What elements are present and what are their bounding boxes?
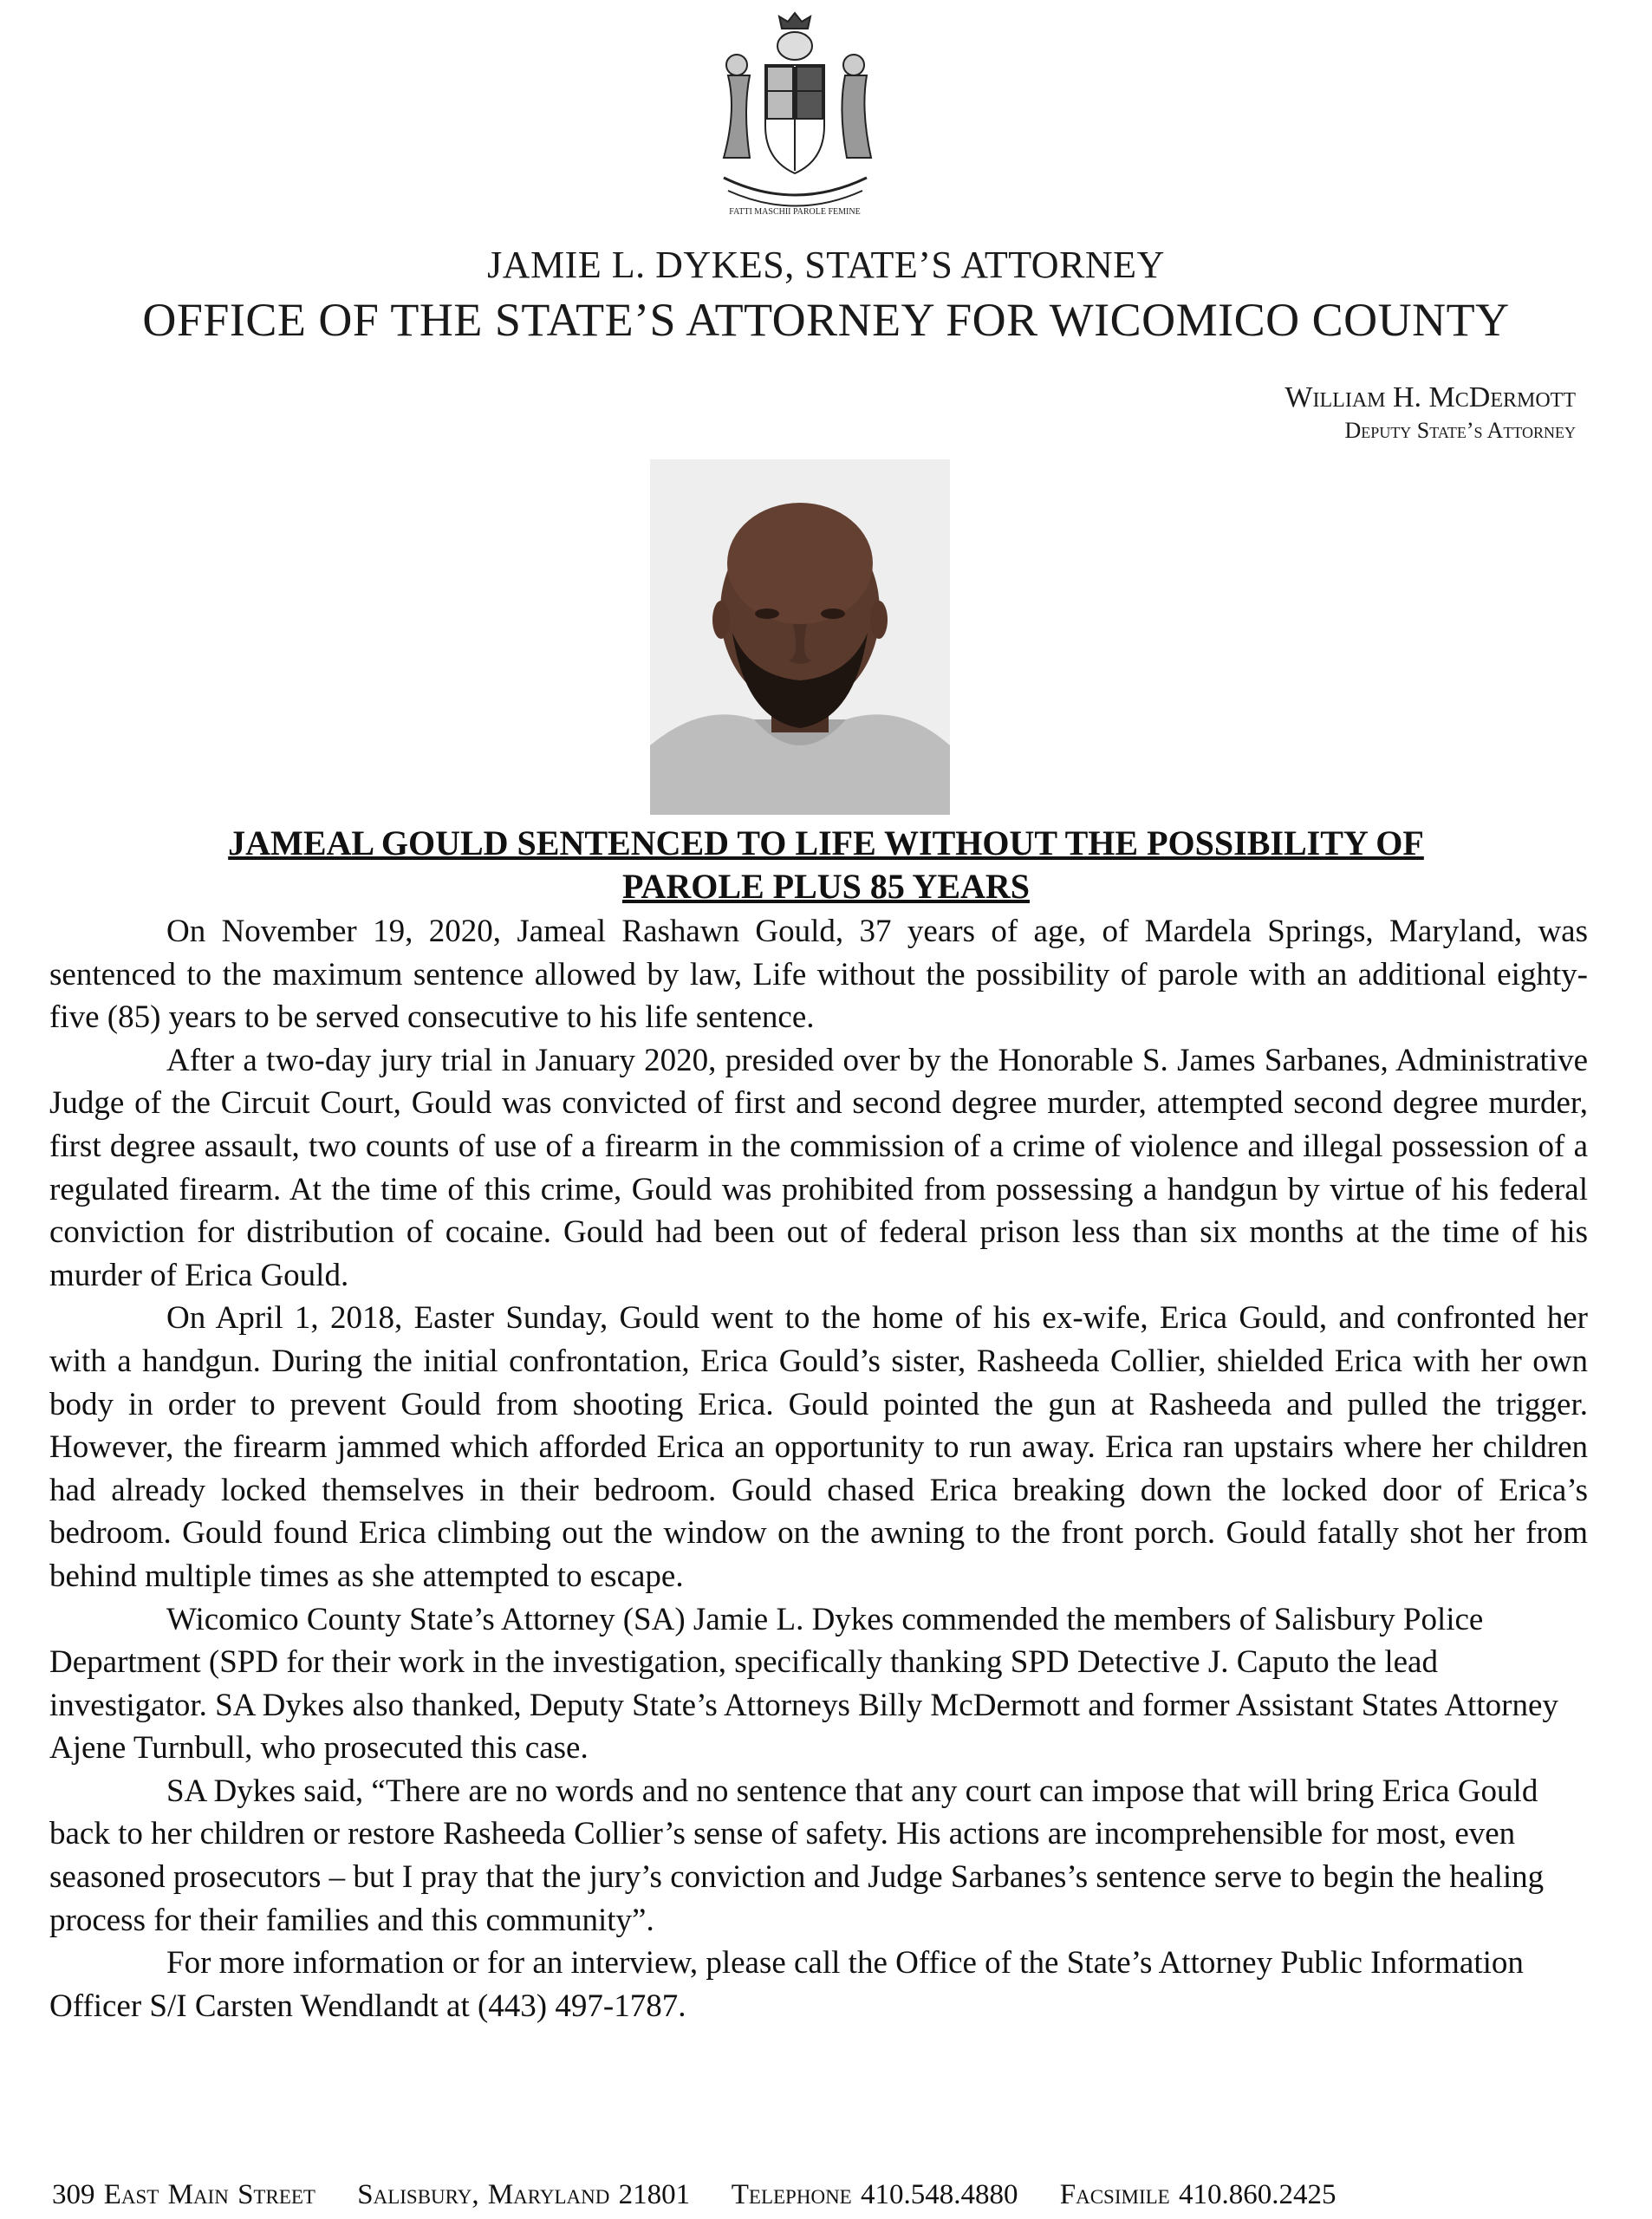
paragraph-1: On November 19, 2020, Jameal Rashawn Gould, 37 years of age, of Mardela Springs, Maryland, was sentenced to the maximum sentence allowed by law, Life without the possibility of parole with an additional eighty-five (85) years to be served consecutive to his life sentence. — [49, 914, 1588, 1036]
footer-city: Salisbury, Maryland 21801 — [357, 2179, 691, 2210]
footer-telephone: Telephone 410.548.4880 — [731, 2179, 1018, 2210]
paragraph-6: For more information or for an interview, please call the Office of the State’s Attorney Public Information Officer S/I Carsten Wendlandt at (443) 497-1787. — [49, 1945, 1524, 2024]
attorney-line: JAMIE L. DYKES, STATE’S ATTORNEY — [487, 244, 1165, 286]
paragraph-2: After a two-day jury trial in January 2020, presided over by the Honorable S. James Sarbanes, Administrative Judge of the Circuit Court, Gould was convicted of first and second degree murder, attempted second degree murder, first degree assault, two counts of use of a firearm in the commission of a crime of violence and illegal possession of a regulated firearm. At the time of this crime, Gould was prohibited from possessing a handgun by virtue of his federal conviction for distribution of cocaine. Gould had been out of federal prison less than six months at the time of his murder of Erica Gould. — [49, 1042, 1588, 1293]
mugshot-photo — [650, 459, 950, 815]
deputy-block — [1285, 381, 1576, 444]
footer-street: 309 East Main Street — [52, 2179, 315, 2210]
footer-facsimile: Facsimile 410.860.2425 — [1059, 2179, 1337, 2210]
paragraph-5: SA Dykes said, “There are no words and no sentence that any court can impose that will bring Erica Gould back to her children or restore Rasheeda Collier’s sense of safety. His actions are incomprehensible for most, even seasoned prosecutors – but I pray that the jury’s conviction and Judge Sarbanes’s sentence serve to begin the healing process for their families and this community”. — [49, 1773, 1545, 1938]
office-title: OFFICE OF THE STATE’S ATTORNEY FOR WICOMICO COUNTY — [142, 294, 1510, 346]
press-headline — [95, 822, 1557, 908]
deputy-title: Deputy State’s Attorney — [1344, 418, 1576, 443]
paragraph-3: On April 1, 2018, Easter Sunday, Gould went to the home of his ex-wife, Erica Gould, and confronted her with a handgun. During the initial confrontation, Erica Gould’s sister, Rasheeda Collier, shielded Erica with her own body in order to prevent Gould from shooting Erica. Gould pointed the gun at Rasheeda and pulled the trigger. However, the firearm jammed which afforded Erica an opportunity to run away. Erica ran upstairs where her children had already locked themselves in their bedroom. Gould chased Erica breaking down the locked door of Erica’s bedroom. Gould found Erica climbing out the window on the awning to the front porch. Gould fatally shot her from behind multiple times as she attempted to escape. — [49, 1300, 1588, 1594]
office-address-footer — [52, 2179, 1336, 2211]
seal-motto: FATTI MASCHII PAROLE FEMINE — [729, 207, 861, 217]
headline-line-1: JAMEAL GOULD SENTENCED TO LIFE WITHOUT THE POSSIBILITY OF — [228, 823, 1424, 862]
deputy-name: William H. McDermott — [1285, 381, 1576, 413]
headline-line-2: PAROLE PLUS 85 YEARS — [621, 867, 1031, 906]
paragraph-4: Wicomico County State’s Attorney (SA) Jamie L. Dykes commended the members of Salisbury Police Department (SPD for their work in the investigation, specifically thanking SPD Detective J. Caputo the lead investigator. SA Dykes also thanked, Deputy State’s Attorneys Billy McDermott and former Assistant States Attorney Ajene Turnbull, who prosecuted this case. — [49, 1601, 1558, 1767]
state-seal-icon — [698, 4, 893, 238]
press-release-body — [49, 910, 1588, 2027]
